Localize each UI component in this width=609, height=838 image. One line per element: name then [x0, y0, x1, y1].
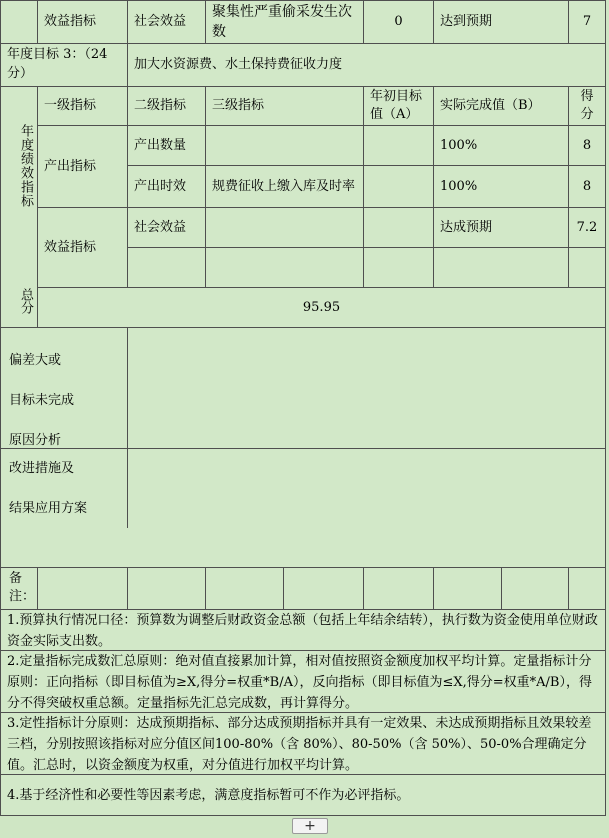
row-empty-target — [363, 247, 434, 288]
header-actual: 实际完成值（B） — [433, 86, 569, 126]
note-4: 4.基于经济性和必要性等因素考虑，满意度指标暂可不作为必评指标。 — [0, 774, 606, 816]
row-benefit-score: 7.2 — [568, 207, 606, 248]
row-output-timeliness-target — [363, 165, 434, 208]
blank-separator-row — [0, 528, 606, 568]
row-output-quantity-score: 8 — [568, 125, 606, 166]
row-benefit-target — [363, 207, 434, 248]
note-1: 1.预算执行情况口径：预算数为调整后财政资金总额（包括上年结余结转），执行数为资金使用单位财政资金实际支出数。 — [0, 609, 606, 651]
goal3-label: 年度目标 3：（24分） — [0, 43, 128, 87]
header-score: 得分 — [568, 86, 606, 126]
remark-cell-5 — [363, 567, 434, 610]
row-benefit-level2: 社会效益 — [127, 207, 206, 248]
header-level2: 二级指标 — [127, 86, 206, 126]
remark-cell-6 — [433, 567, 502, 610]
remark-cell-7 — [501, 567, 569, 610]
row-benefit-actual: 达成预期 — [433, 207, 569, 248]
improvement-line-1: 改进措施及 — [9, 461, 75, 476]
improvement-content-cell — [127, 448, 606, 529]
improvement-line-2: 结果应用方案 — [9, 501, 88, 516]
top-level3: 聚集性严重偷采发生次数 — [205, 0, 364, 44]
remark-cell-4 — [283, 567, 364, 610]
header-target: 年初目标值（A） — [363, 86, 434, 126]
row-benefit-level3 — [205, 207, 364, 248]
remark-cell-2 — [127, 567, 206, 610]
row-benefit-level1: 效益指标 — [37, 207, 128, 288]
row-output-quantity-actual: 100% — [433, 125, 569, 166]
note-2: 2.定量指标完成数汇总原则：绝对值直接累加计算，相对值按照资金额度加权平均计算。定量指标计分原则：正向指标（即目标值为≥X,得分=权重*B/A），反向指标（即目标值为≤X,得分=权重*A/B），得分不得突破权重总额。定量指标先汇总完成数，再计算得分。 — [0, 650, 606, 713]
top-score: 7 — [568, 0, 606, 44]
remark-cell-3 — [205, 567, 284, 610]
row-empty-score — [568, 247, 606, 288]
deviation-content-cell — [127, 327, 606, 449]
row-output-timeliness-actual: 100% — [433, 165, 569, 208]
top-actual: 达到预期 — [433, 0, 569, 44]
deviation-line-2: 目标未完成 — [9, 393, 75, 408]
note-3: 3.定性指标计分原则：达成预期指标、部分达成预期指标并具有一定效果、未达成预期指标且效果较差三档，分别按照该指标对应分值区间100-80%（含 80%）、80-50%（含 50%）、50-0%合理确定分值。汇总时，以资金额度为权重，对分值进行加权平均计算。 — [0, 712, 606, 775]
add-row-button[interactable]: + — [292, 818, 328, 834]
row-output-quantity-level3 — [205, 125, 364, 166]
top-level1: 效益指标 — [37, 0, 128, 44]
top-target: 0 — [363, 0, 434, 44]
row-empty-level3 — [205, 247, 364, 288]
top-row-blank — [0, 0, 38, 44]
deviation-line-1: 偏差大或 — [9, 353, 62, 368]
goal3-content: 加大水资源费、水土保持费征收力度 — [127, 43, 606, 87]
total-score-value: 95.95 — [37, 287, 606, 328]
top-level2: 社会效益 — [127, 0, 206, 44]
row-output-level1: 产出指标 — [37, 125, 128, 208]
perf-indicator-label: 年度绩效指标 — [18, 124, 33, 208]
remark-cell-1 — [37, 567, 128, 610]
deviation-label-cell — [0, 327, 128, 449]
improvement-label-cell — [0, 448, 128, 529]
header-level1: 一级指标 — [37, 86, 128, 126]
remark-label: 备注： — [0, 567, 38, 610]
row-output-timeliness-level2: 产出时效 — [127, 165, 206, 208]
row-empty-level2 — [127, 247, 206, 288]
row-output-quantity-target — [363, 125, 434, 166]
row-output-timeliness-level3: 规费征收上缴入库及时率 — [205, 165, 364, 208]
header-level3: 三级指标 — [205, 86, 364, 126]
deviation-line-3: 原因分析 — [9, 433, 62, 448]
total-score-label: 总分 — [18, 288, 33, 314]
remark-cell-8 — [568, 567, 606, 610]
row-output-quantity-level2: 产出数量 — [127, 125, 206, 166]
row-output-timeliness-score: 8 — [568, 165, 606, 208]
row-empty-actual — [433, 247, 569, 288]
